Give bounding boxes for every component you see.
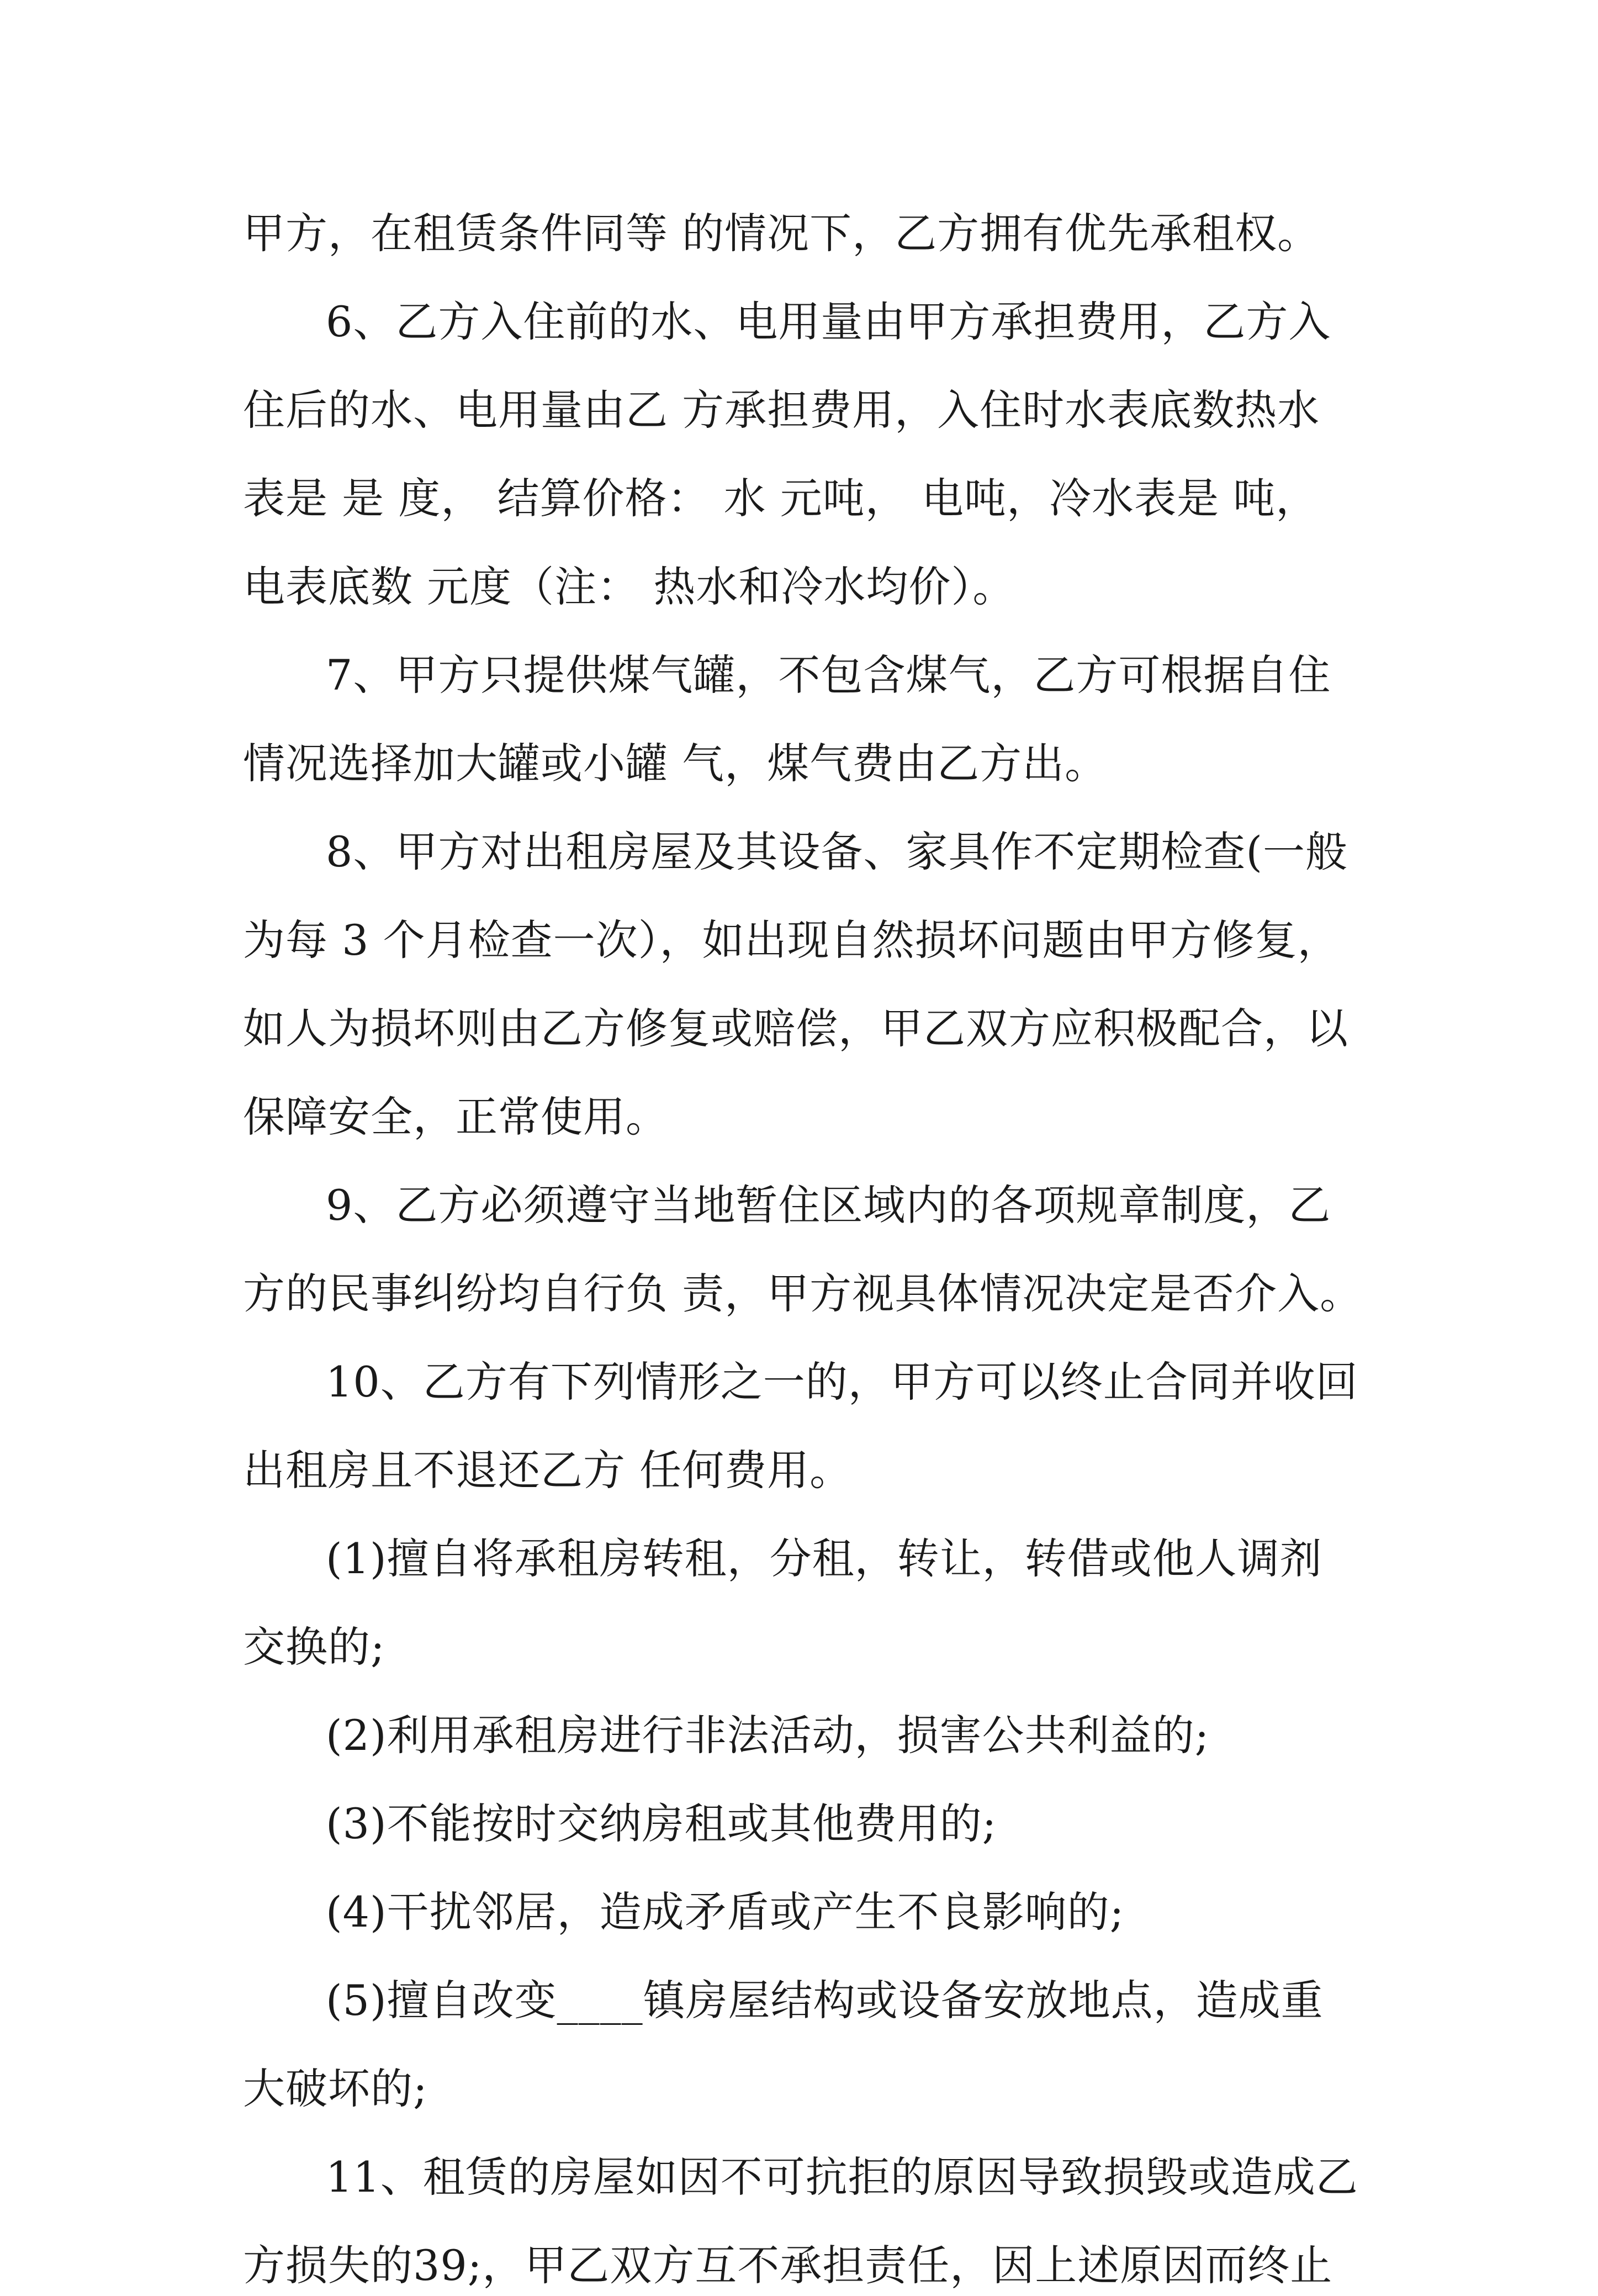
paragraph-line: 如人为损坏则由乙方修复或赔偿，甲乙双方应积极配合，以 [243,1004,1348,1053]
paragraph-line: 表是 是 度， 结算价格： 水 元吨， 电吨，冷水表是 吨， [243,474,1319,523]
paragraph-line: 7、甲方只提供煤气罐，不包含煤气，乙方可根据自住 [326,650,1331,700]
paragraph-line: 9、乙方必须遵守当地暂住区域内的各项规章制度，乙 [326,1181,1331,1230]
paragraph-line: (4)干扰邻居，造成矛盾或产生不良影响的; [326,1887,1125,1937]
paragraph-line: 为每 3 个月检查一次），如出现自然损坏问题由甲方修复， [243,916,1340,965]
paragraph-line: 大破坏的; [243,2064,428,2113]
paragraph-line: (1)擅自将承租房转租，分租，转让，转借或他人调剂 [326,1534,1322,1583]
paragraph-line: 情况选择加大罐或小罐 气，煤气费由乙方出。 [243,739,1108,788]
paragraph-line: (2)利用承租房进行非法活动，损害公共利益的; [326,1711,1210,1760]
paragraph-line: 方损失的39;，甲乙双方互不承担责任，因上述原因而终止 [243,2241,1333,2290]
paragraph-line: 6、乙方入住前的水、电用量由甲方承担费用，乙方入 [326,297,1331,346]
paragraph-line: 甲方，在租赁条件同等 的情况下，乙方拥有优先承租权。 [243,209,1320,258]
paragraph-line: 10、乙方有下列情形之一的，甲方可以终止合同并收回 [326,1357,1358,1406]
paragraph-line: 11、租赁的房屋如因不可抗拒的原因导致损毁或造成乙 [326,2152,1358,2202]
paragraph-line: 保障安全，正常使用。 [243,1092,668,1141]
paragraph-line: 住后的水、电用量由乙 方承担费用，入住时水表底数热水 [243,385,1320,435]
paragraph-line: 交换的; [243,1622,385,1671]
paragraph-line: 8、甲方对出租房屋及其设备、家具作不定期检查(一般 [326,827,1348,876]
paragraph-line: (3)不能按时交纳房租或其他费用的; [326,1799,997,1848]
paragraph-line: (5)擅自改变____镇房屋结构或设备安放地点，造成重 [326,1976,1324,2025]
paragraph-line: 出租房且不退还乙方 任何费用。 [243,1446,853,1495]
paragraph-line: 方的民事纠纷均自行负 责，甲方视具体情况决定是否介入。 [243,1269,1363,1318]
paragraph-line: 电表底数 元度（注： 热水和冷水均价）。 [243,562,1015,611]
